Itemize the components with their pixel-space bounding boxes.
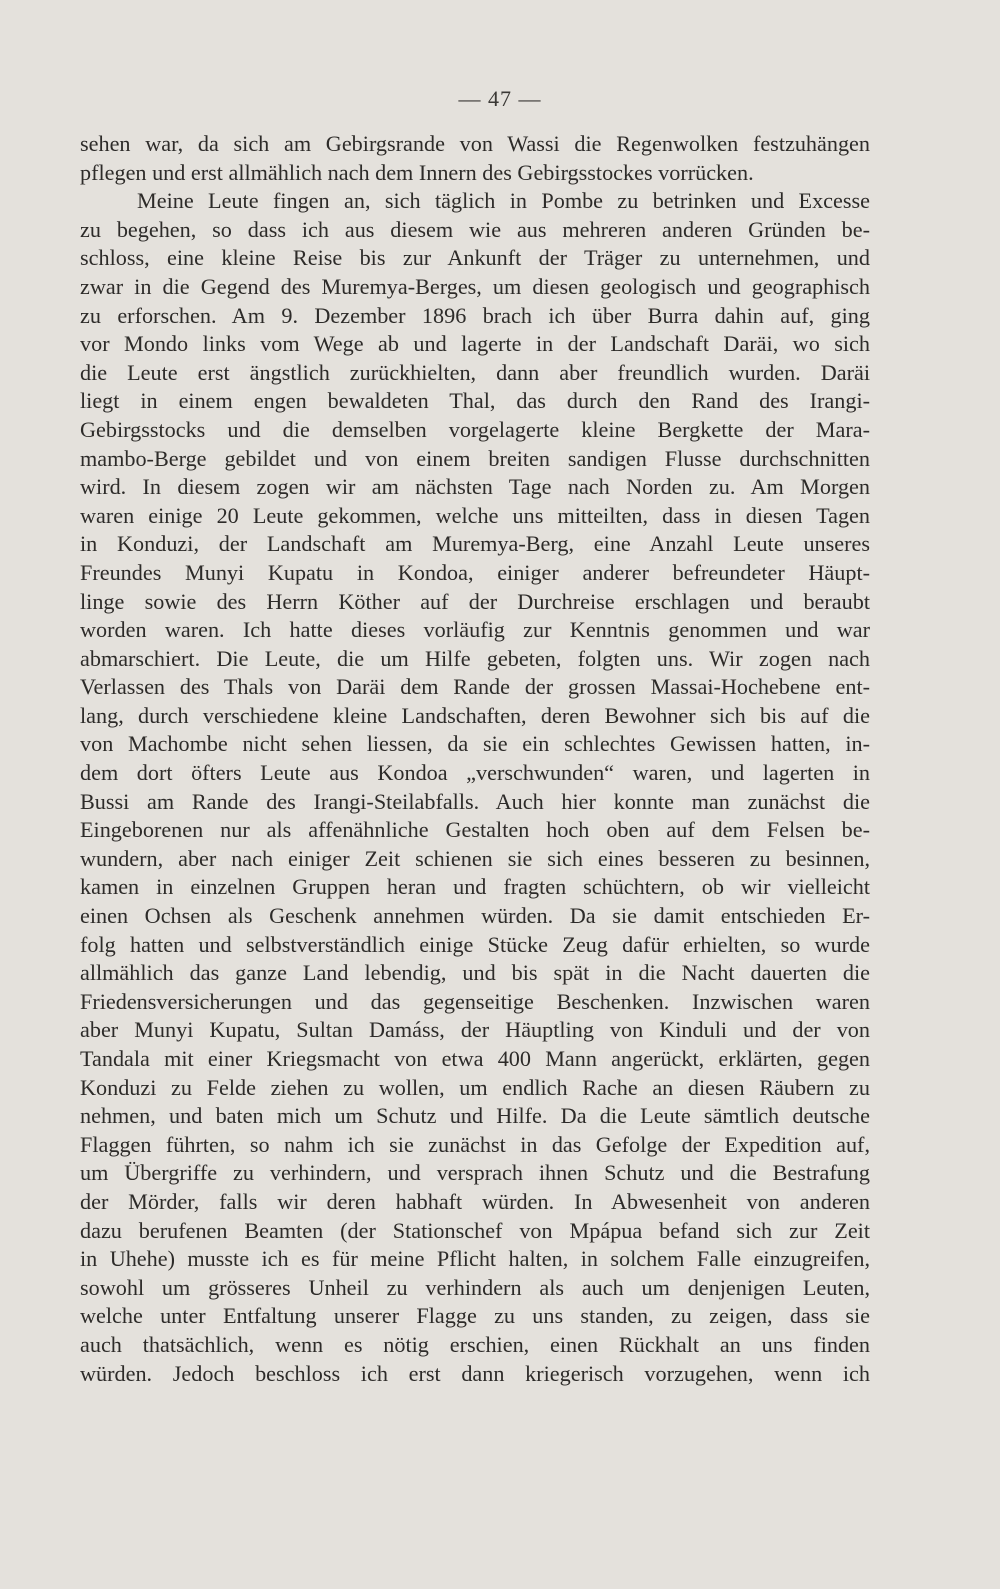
body-text <box>80 130 870 1388</box>
text-line: kamen in einzelnen Gruppen heran und fragten schüchtern, ob wir vielleicht <box>80 874 870 900</box>
text-line: von Machombe nicht sehen liessen, da sie ein schlechtes Gewissen hatten, in- <box>80 731 870 757</box>
text-line: Friedensversicherungen und das gegenseitige Beschenken. Inzwischen waren <box>80 988 870 1014</box>
text-line: sehen war, da sich am Gebirgsrande von Wassi die Regenwolken festzuhängen <box>80 131 870 156</box>
text-line: Bussi am Rande des Irangi-Steilabfalls. Auch hier konnte man zunächst die <box>80 788 870 814</box>
text-line: mambo-Berge gebildet und von einem breiten sandigen Flusse durchschnitten <box>80 445 870 471</box>
text-line: würden. Jedoch beschloss ich erst dann kriegerisch vorzugehen, wenn ich <box>80 1360 870 1386</box>
text-line: waren einige 20 Leute gekommen, welche uns mitteilten, dass in diesen Tagen <box>80 502 870 528</box>
page-number: — 47 — <box>458 86 542 111</box>
text-line: Freundes Munyi Kupatu in Kondoa, einiger anderer befreundeter Häupt- <box>80 559 870 585</box>
text-line: welche unter Entfaltung unserer Flagge zu uns standen, zu zeigen, dass sie <box>80 1303 870 1329</box>
text-line: liegt in einem engen bewaldeten Thal, das durch den Rand des Irangi- <box>80 388 870 414</box>
text-line: aber Munyi Kupatu, Sultan Damáss, der Häuptling von Kinduli und der von <box>80 1017 870 1043</box>
text-line: wird. In diesem zogen wir am nächsten Tage nach Norden zu. Am Morgen <box>80 474 870 500</box>
text-line: schloss, eine kleine Reise bis zur Ankunft der Träger zu unternehmen, und <box>80 245 870 271</box>
text-line: Eingeborenen nur als affenähnliche Gestalten hoch oben auf dem Felsen be- <box>80 817 870 843</box>
text-line: nehmen, und baten mich um Schutz und Hilfe. Da die Leute sämtlich deutsche <box>80 1103 870 1129</box>
text-line: vor Mondo links vom Wege ab und lagerte in der Landschaft Daräi, wo sich <box>80 331 870 357</box>
text-line: Gebirgsstocks und die demselben vorgelagerte kleine Bergkette der Mara- <box>80 416 870 442</box>
text-line: zu erforschen. Am 9. Dezember 1896 brach ich über Burra dahin auf, ging <box>80 302 870 328</box>
text-line: Verlassen des Thals von Daräi dem Rande der grossen Massai-Hochebene ent- <box>80 674 870 700</box>
text-line: Flaggen führten, so nahm ich sie zunächst in das Gefolge der Expedition auf, <box>80 1131 870 1157</box>
text-line: worden waren. Ich hatte dieses vorläufig zur Kenntnis genommen und war <box>80 617 870 643</box>
text-line: linge sowie des Herrn Köther auf der Durchreise erschlagen und beraubt <box>80 588 870 614</box>
text-line: Tandala mit einer Kriegsmacht von etwa 400 Mann angerückt, erklärten, gegen <box>80 1046 870 1071</box>
text-line: folg hatten und selbstverständlich einige Stücke Zeug dafür erhielten, so wurde <box>80 931 870 957</box>
text-line: sowohl um grösseres Unheil zu verhindern als auch um denjenigen Leuten, <box>80 1274 870 1300</box>
text-line: zwar in die Gegend des Muremya-Berges, um diesen geologisch und geographisch <box>80 273 870 299</box>
text-line: allmählich das ganze Land lebendig, und bis spät in die Nacht dauerten die <box>80 960 870 986</box>
text-line: die Leute erst ängstlich zurückhielten, dann aber freundlich wurden. Daräi <box>80 359 870 385</box>
text-line: dazu berufenen Beamten (der Stationschef von Mpápua befand sich zur Zeit <box>80 1217 870 1243</box>
text-line: einen Ochsen als Geschenk annehmen würden. Da sie damit entschieden Er- <box>80 903 870 929</box>
text-line: der Mörder, falls wir deren habhaft würden. In Abwesenheit von anderen <box>80 1188 870 1214</box>
text-line: lang, durch verschiedene kleine Landschaften, deren Bewohner sich bis auf die <box>80 702 870 728</box>
text-line: in Uhehe) musste ich es für meine Pflicht halten, in solchem Falle einzugreifen, <box>80 1246 870 1272</box>
text-line: Konduzi zu Felde ziehen zu wollen, um endlich Rache an diesen Räubern zu <box>80 1074 870 1100</box>
text-line: um Übergriffe zu verhindern, und versprach ihnen Schutz und die Bestrafung <box>80 1160 870 1186</box>
text-line: abmarschiert. Die Leute, die um Hilfe gebeten, folgten uns. Wir zogen nach <box>80 645 870 671</box>
text-line: in Konduzi, der Landschaft am Muremya-Berg, eine Anzahl Leute unseres <box>80 531 870 557</box>
text-line: Meine Leute fingen an, sich täglich in Pombe zu betrinken und Excesse <box>137 188 870 214</box>
text-line: pflegen und erst allmählich nach dem Innern des Gebirgsstockes vorrücken. <box>80 159 754 185</box>
text-line: wundern, aber nach einiger Zeit schienen sie sich eines besseren zu besinnen, <box>80 845 870 871</box>
text-line: dem dort öfters Leute aus Kondoa „verschwunden“ waren, und lagerten in <box>80 760 870 786</box>
text-line: zu begehen, so dass ich aus diesem wie aus mehreren anderen Gründen be- <box>80 216 870 242</box>
text-line: auch thatsächlich, wenn es nötig erschien, einen Rückhalt an uns finden <box>80 1331 870 1357</box>
